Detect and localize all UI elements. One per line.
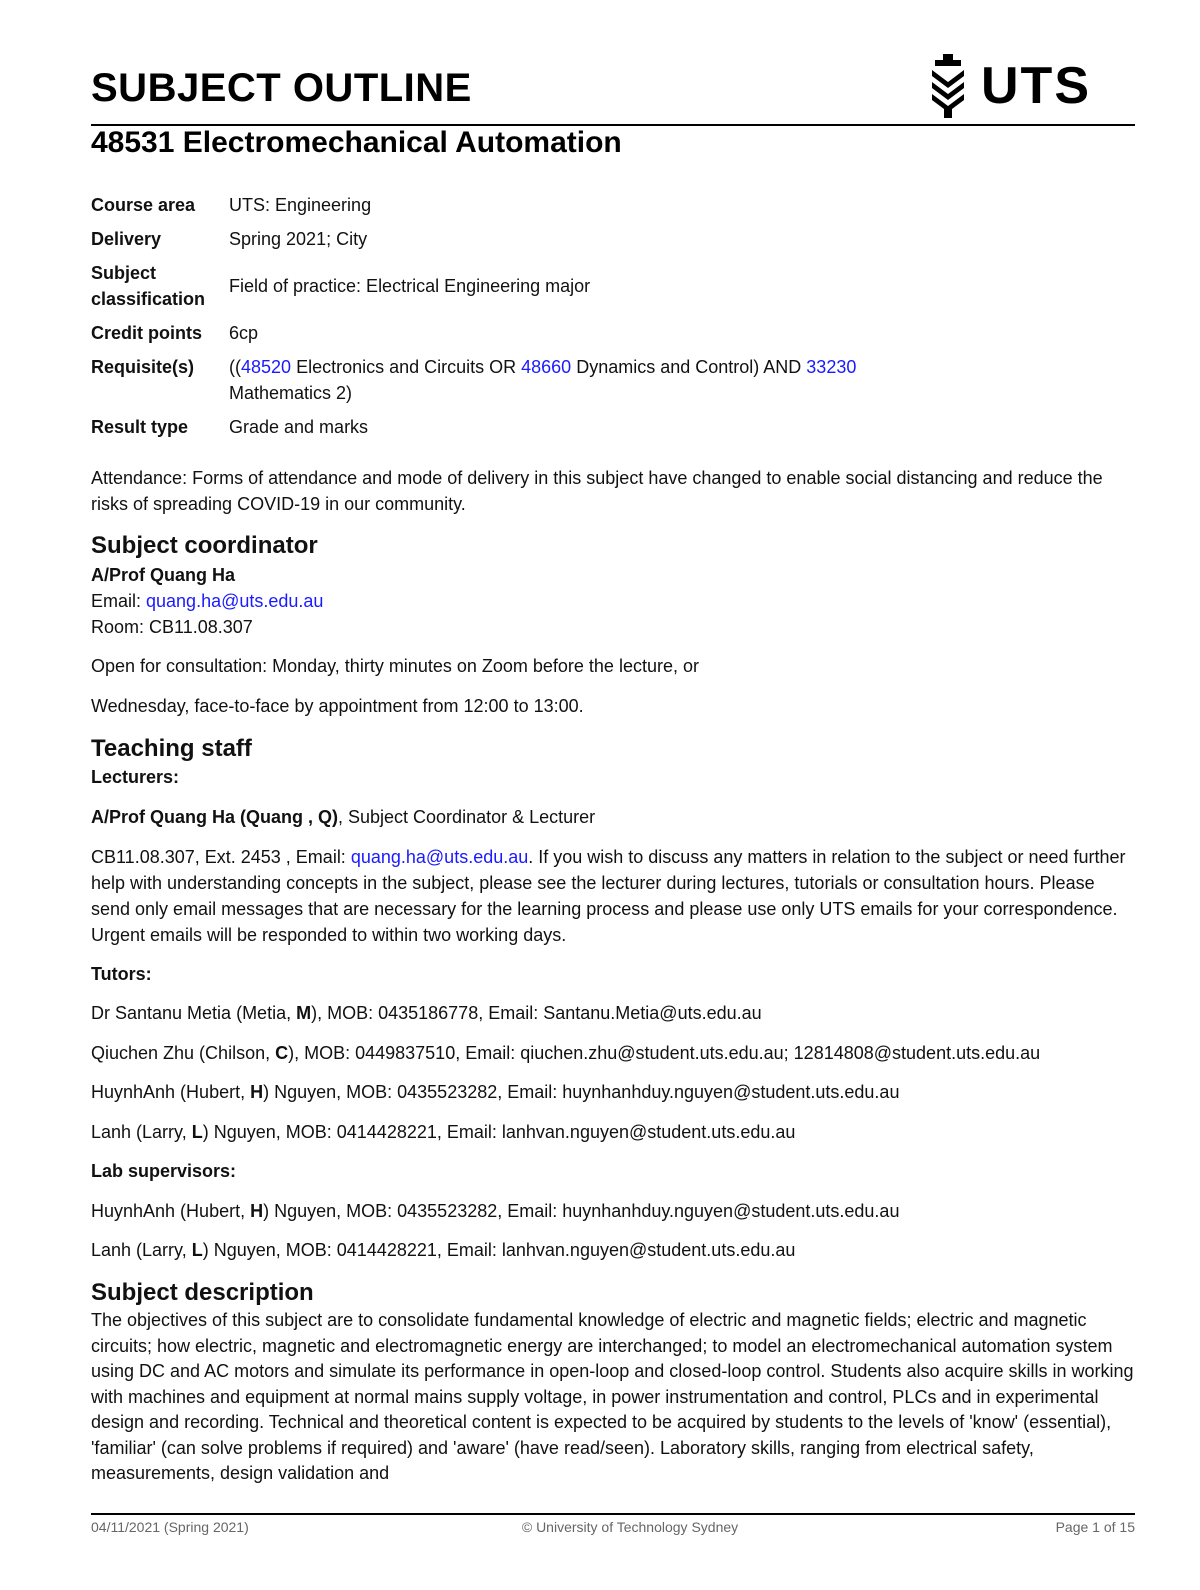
footer-page-number: Page 1 of 15 bbox=[1055, 1519, 1135, 1535]
lab-supervisors-label: Lab supervisors: bbox=[91, 1161, 237, 1181]
lecturer-contact-pre: CB11.08.307, Ext. 2453 , Email: bbox=[91, 847, 351, 867]
uts-logo bbox=[926, 52, 1096, 120]
tutors-label: Tutors: bbox=[91, 964, 152, 984]
classification-label bbox=[91, 260, 229, 320]
footer-date: 04/11/2021 (Spring 2021) bbox=[91, 1519, 249, 1535]
tutor-post: ), MOB: 0435186778, Email: Santanu.Metia@uts.edu.au bbox=[311, 1003, 762, 1023]
uts-crest-icon bbox=[926, 52, 970, 120]
tutor-initial: M bbox=[296, 1003, 312, 1023]
tutor-pre: Dr Santanu Metia (Metia, bbox=[91, 1003, 297, 1023]
info-row-credit bbox=[91, 320, 1091, 354]
lab-initial: L bbox=[191, 1240, 203, 1260]
coordinator-room: Room: CB11.08.307 bbox=[91, 617, 253, 637]
info-row-course-area bbox=[91, 192, 1091, 226]
tutor-post: ) Nguyen, MOB: 0435523282, Email: huynhanhduy.nguyen@student.uts.edu.au bbox=[263, 1082, 900, 1102]
lab-initial: H bbox=[250, 1201, 264, 1221]
subject-info-table bbox=[91, 192, 1091, 440]
info-row-requisites bbox=[91, 354, 1091, 414]
req-text-1: Electronics and Circuits OR bbox=[291, 357, 522, 377]
tutor-pre: Lanh (Larry, bbox=[91, 1122, 192, 1142]
req-link-48520[interactable]: 48520 bbox=[241, 357, 292, 377]
coordinator-heading: Subject coordinator bbox=[91, 532, 318, 559]
document-title: SUBJECT OUTLINE bbox=[91, 66, 472, 110]
lecturer-role: , Subject Coordinator & Lecturer bbox=[338, 807, 596, 827]
footer-rule bbox=[91, 1513, 1135, 1515]
credit-label: Credit points bbox=[91, 323, 202, 343]
uts-logo-text: UTS bbox=[981, 57, 1091, 115]
consultation-line-1: Open for consultation: Monday, thirty minutes on Zoom before the lecture, or bbox=[91, 656, 699, 676]
delivery-label: Delivery bbox=[91, 229, 162, 249]
credit-value: 6cp bbox=[229, 323, 259, 343]
tutor-row bbox=[91, 1040, 1135, 1066]
tutor-post: ), MOB: 0449837510, Email: qiuchen.zhu@student.uts.edu.au; 12814808@student.uts.edu.au bbox=[288, 1043, 1041, 1063]
result-type-value: Grade and marks bbox=[229, 417, 369, 437]
subject-title: 48531 Electromechanical Automation bbox=[91, 126, 622, 159]
tutor-pre: HuynhAnh (Hubert, bbox=[91, 1082, 251, 1102]
footer-copyright: © University of Technology Sydney bbox=[521, 1519, 739, 1535]
info-row-result-type bbox=[91, 414, 1091, 440]
coordinator-email-label: Email: bbox=[91, 591, 147, 611]
delivery-value: Spring 2021; City bbox=[229, 229, 368, 249]
info-row-delivery bbox=[91, 226, 1091, 260]
lecturers-label: Lecturers: bbox=[91, 767, 180, 787]
classification-label-line-1: Subject bbox=[91, 263, 157, 283]
coordinator-name: A/Prof Quang Ha bbox=[91, 565, 236, 585]
tutor-initial: H bbox=[250, 1082, 264, 1102]
lab-post: ) Nguyen, MOB: 0435523282, Email: huynhanhduy.nguyen@student.uts.edu.au bbox=[263, 1201, 900, 1221]
lecturer-name: A/Prof Quang Ha (Quang , Q) bbox=[91, 807, 338, 827]
tutor-row bbox=[91, 1079, 1135, 1105]
lab-pre: Lanh (Larry, bbox=[91, 1240, 192, 1260]
coordinator-email-link[interactable]: quang.ha@uts.edu.au bbox=[146, 591, 324, 611]
lecturer-line bbox=[91, 804, 1135, 830]
requisite-value bbox=[229, 354, 1091, 414]
info-row-classification bbox=[91, 260, 1091, 320]
tutor-post: ) Nguyen, MOB: 0414428221, Email: lanhvan.nguyen@student.uts.edu.au bbox=[202, 1122, 796, 1142]
result-type-label: Result type bbox=[91, 417, 189, 437]
classification-label-line-2: classification bbox=[91, 289, 206, 309]
consultation-line-2: Wednesday, face-to-face by appointment from 12:00 to 13:00. bbox=[91, 696, 584, 716]
lab-supervisor-row bbox=[91, 1198, 1135, 1224]
requisite-label: Requisite(s) bbox=[91, 357, 195, 377]
req-text-3: Mathematics 2) bbox=[229, 383, 353, 403]
description-text: The objectives of this subject are to consolidate fundamental knowledge of electric and magnetic fields; electric and magnetic circuits; how electric, magnetic and electromagnetic energy are interchanged; to model an electromechanical automation system using DC and AC motors and simulate its performance in open-loop and closed-loop control. Students also acquire skills in working with machines and equipment at normal mains supply voltage, in power instrumentation and control, PLCs and in experimental design and recording. Technical and theoretical content is expected to be acquired by students to the levels of 'know' (essential), 'familiar' (can solve problems if required) and 'aware' (have read/seen). Laboratory skills, ranging from electrical safety, measurements, design validation and bbox=[91, 1310, 1134, 1483]
attendance-note: Attendance: Forms of attendance and mode of delivery in this subject have changed to enable social distancing and reduce the risks of spreading COVID-19 in our community. bbox=[91, 468, 1103, 514]
lab-post: ) Nguyen, MOB: 0414428221, Email: lanhvan.nguyen@student.uts.edu.au bbox=[202, 1240, 796, 1260]
tutor-initial: C bbox=[275, 1043, 289, 1063]
req-text-2: Dynamics and Control) AND bbox=[571, 357, 807, 377]
req-open: (( bbox=[229, 357, 241, 377]
lecturer-email-link[interactable]: quang.ha@uts.edu.au bbox=[350, 847, 529, 867]
coordinator-email-line bbox=[91, 588, 1135, 614]
lab-pre: HuynhAnh (Hubert, bbox=[91, 1201, 251, 1221]
lecturer-contact-post: . If you wish to discuss any matters in relation to the subject or need further help with understanding concepts in the subject, please see the lecturer during lectures, tutorials or consultation hours. Please send only email messages that are necessary for the learning process and please use only UTS emails for your correspondence. Urgent emails will be responded to within two working days. bbox=[91, 847, 1126, 945]
course-area-value: UTS: Engineering bbox=[229, 195, 372, 215]
teaching-staff-heading: Teaching staff bbox=[91, 735, 252, 762]
course-area-label: Course area bbox=[91, 195, 196, 215]
tutor-row bbox=[91, 1119, 1135, 1145]
classification-value: Field of practice: Electrical Engineering major bbox=[229, 276, 591, 296]
req-link-33230[interactable]: 33230 bbox=[806, 357, 857, 377]
req-link-48660[interactable]: 48660 bbox=[521, 357, 572, 377]
tutor-pre: Qiuchen Zhu (Chilson, bbox=[91, 1043, 276, 1063]
lecturer-contact bbox=[91, 844, 1135, 948]
tutor-row bbox=[91, 1000, 1135, 1026]
lab-supervisor-row bbox=[91, 1237, 1135, 1263]
tutor-initial: L bbox=[191, 1122, 203, 1142]
description-heading: Subject description bbox=[91, 1279, 314, 1306]
